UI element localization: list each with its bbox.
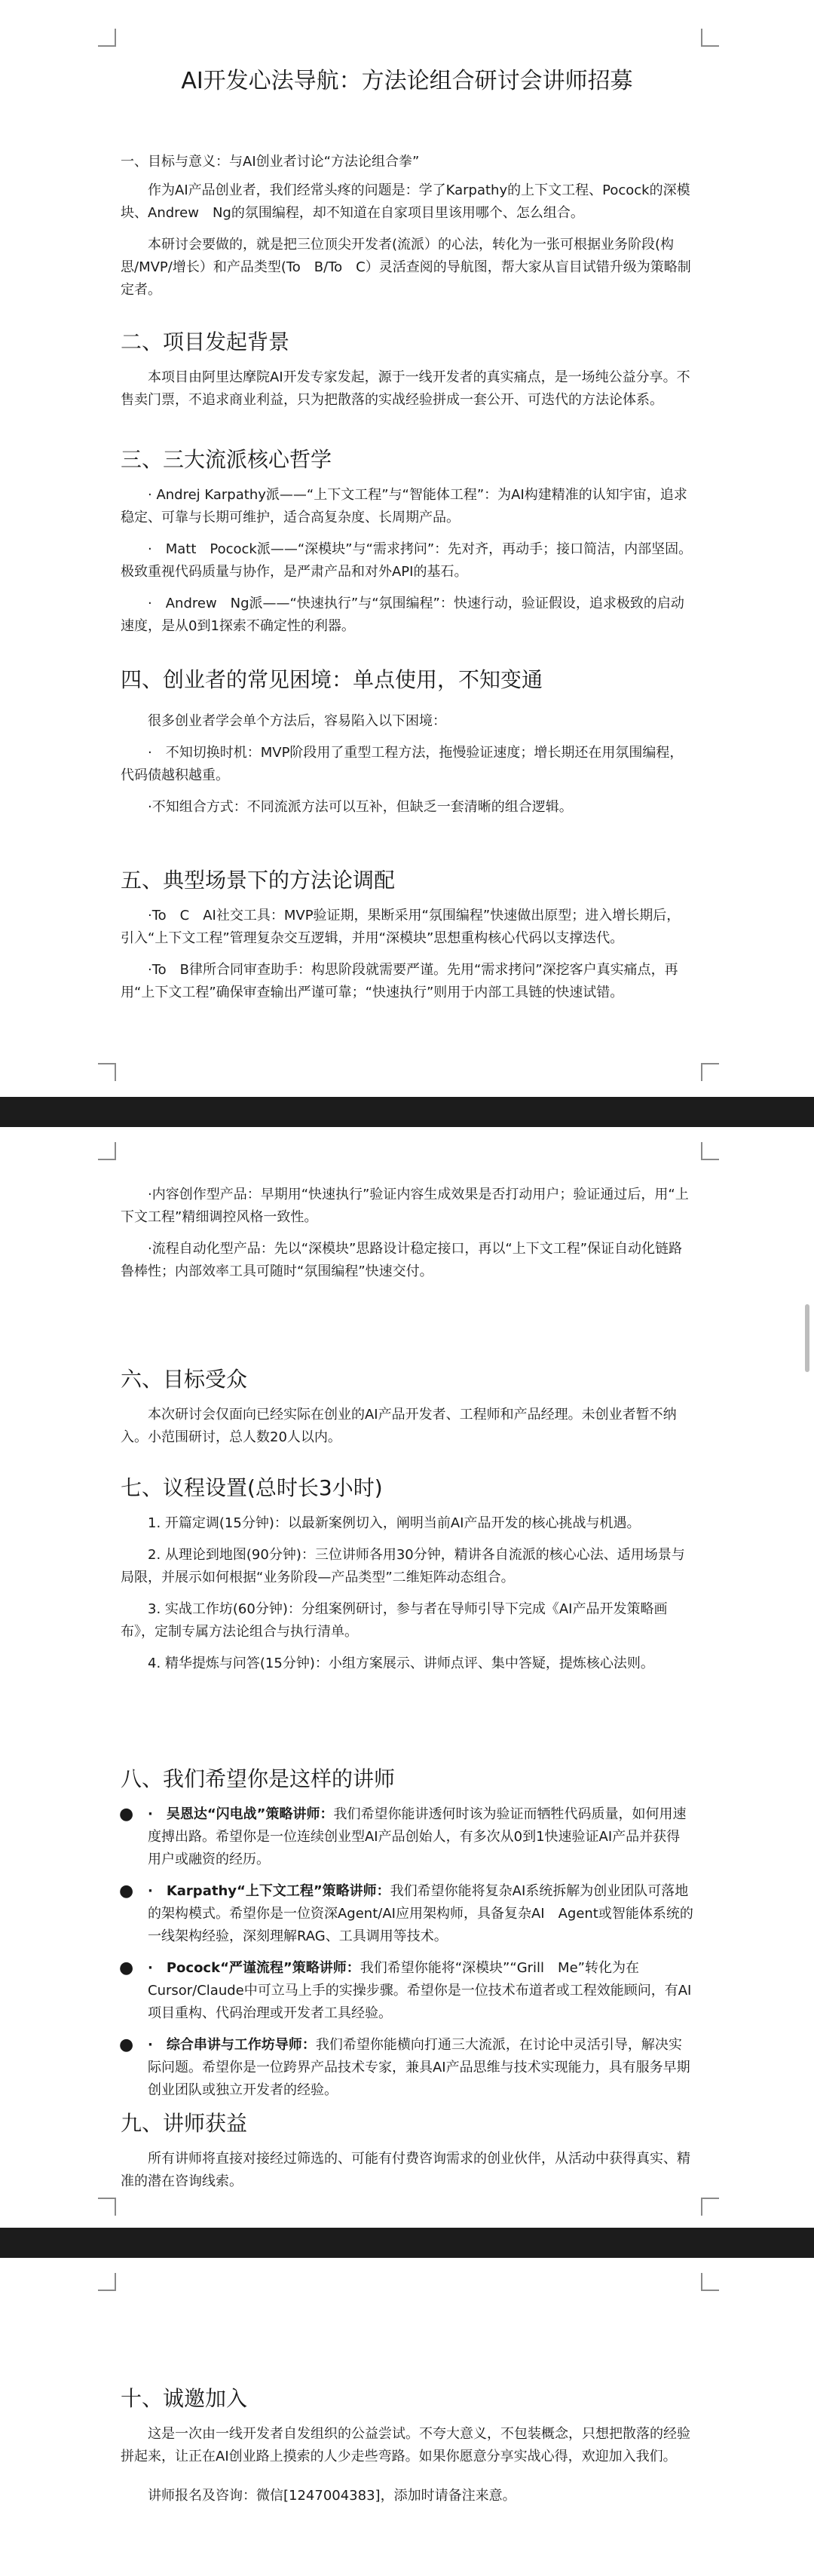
section-heading: 九、讲师获益	[121, 2111, 248, 2136]
section-heading: 七、议程设置(总时长3小时)	[121, 1475, 383, 1500]
section-heading: 六、目标受众	[121, 1367, 248, 1392]
page-corner-mark	[98, 29, 116, 47]
section-heading: 四、创业者的常见困境：单点使用，不知变通	[121, 667, 543, 692]
bullet-icon: ●	[119, 1805, 134, 1824]
section-heading: 八、我们希望你是这样的讲师	[121, 1766, 396, 1791]
list-item: ·To B律所合同审查助手：构思阶段就需要严谨。先用“需求拷问”深挖客户真实痛点，再用“上下文工程”确保审查输出严谨可靠；“快速执行”则用于内部工具链的快速试错。	[121, 962, 678, 1000]
page-separator	[0, 2228, 814, 2258]
contact-info: 讲师报名及咨询：微信[1247004383]，添加时请备注来意。	[148, 2488, 516, 2504]
section-heading: 三、三大流派核心哲学	[121, 447, 332, 472]
document-page-1	[0, 0, 814, 1097]
document-page-3	[0, 2258, 814, 2576]
list-item	[121, 1957, 693, 2025]
paragraph: 本研讨会要做的，就是把三位顶尖开发者(流派）的心法，转化为一张可根据业务阶段(构思/MVP/增长）和产品类型(To B/To C）灵活查阅的导航图，帮大家从盲目试错升级为策略制定者。	[121, 237, 691, 298]
section-heading: 五、典型场景下的方法论调配	[121, 868, 396, 893]
bullet-icon: ●	[119, 2035, 134, 2054]
bullet-icon: ●	[119, 1882, 134, 1901]
item-text: 我们希望你能将“深模块”“Grill Me”转化为在Cursor/Claude中可立马上手的实操步骤。希望你是一位技术布道者或工程效能顾问，有AI项目重构、代码治理或开发者工具经验。	[148, 1960, 692, 2021]
page-corner-mark	[98, 2198, 116, 2216]
item-label: · 吴恩达“闪电战”策略讲师：	[148, 1806, 334, 1822]
section-heading: 二、项目发起背景	[121, 329, 290, 354]
paragraph: 这是一次由一线开发者自发组织的公益尝试。不夸大意义，不包装概念，只想把散落的经验拼起来，让正在AI创业路上摸索的人少走些弯路。如果你愿意分享实战心得，欢迎加入我们。	[121, 2426, 690, 2464]
page-corner-mark	[98, 1142, 116, 1160]
agenda-item: 3. 实战工作坊(60分钟)：分组案例研讨，参与者在导师引导下完成《AI产品开发策略画布》，定制专属方法论组合与执行清单。	[121, 1601, 668, 1640]
list-item: ·To C AI社交工具：MVP验证期，果断采用“氛围编程”快速做出原型；进入增长期后，引入“上下文工程”管理复杂交互逻辑，并用“深模块”思想重构核心代码以支撑迭代。	[121, 908, 681, 946]
agenda-item: 4. 精华提炼与问答(15分钟)：小组方案展示、讲师点评、集中答疑，提炼核心法则。	[148, 1656, 654, 1671]
page-separator	[0, 1097, 814, 1127]
paragraph: 本项目由阿里达摩院AI开发专家发起，源于一线开发者的真实痛点，是一场纯公益分享。不售卖门票，不追求商业利益，只为把散落的实战经验拼成一套公开、可迭代的方法论体系。	[121, 369, 690, 408]
page-corner-mark	[98, 1063, 116, 1081]
paragraph: 所有讲师将直接对接经过筛选的、可能有付费咨询需求的创业伙伴，从活动中获得真实、精准的潜在咨询线索。	[121, 2151, 690, 2189]
list-item: ·流程自动化型产品：先以“深模块”思路设计稳定接口，再以“上下文工程”保证自动化链路鲁棒性；内部效率工具可随时“氛围编程”快速交付。	[121, 1241, 683, 1279]
document-title: AI开发心法导航：方法论组合研讨会讲师招募	[181, 68, 633, 94]
list-item	[121, 1803, 693, 1871]
scrollbar-thumb[interactable]	[805, 1304, 809, 1372]
list-item: ·不知组合方式：不同流派方法可以互补，但缺乏一套清晰的组合逻辑。	[148, 799, 573, 815]
item-text: 我们希望你能将复杂AI系统拆解为创业团队可落地的架构模式。希望你是一位资深Agent/AI应用架构师，具备复杂AI Agent或智能体系统的一线架构经验，深刻理解RAG、工具调用等技术。	[148, 1883, 693, 1944]
item-text: 我们希望你能横向打通三大流派，在讨论中灵活引导，解决实际问题。希望你是一位跨界产品技术专家，兼具AI产品思维与技术实现能力，具有服务早期创业团队或独立开发者的经验。	[148, 2037, 690, 2098]
section-heading: 一、目标与意义：与AI创业者讨论“方法论组合拳”	[121, 154, 420, 170]
page-corner-mark	[701, 2198, 719, 2216]
list-item: · 不知切换时机：MVP阶段用了重型工程方法，拖慢验证速度；增长期还在用氛围编程，代码债越积越重。	[121, 745, 684, 783]
agenda-item: 2. 从理论到地图(90分钟)：三位讲师各用30分钟，精讲各自流派的核心心法、适用场景与局限，并展示如何根据“业务阶段—产品类型”二维矩阵动态组合。	[121, 1547, 685, 1585]
page-corner-mark	[701, 1142, 719, 1160]
list-item	[121, 2034, 693, 2102]
item-label: · Pocock“严谨流程”策略讲师：	[148, 1960, 360, 1976]
list-item: · Matt Pocock派——“深模块”与“需求拷问”：先对齐，再动手；接口简洁，内部坚固。极致重视代码质量与协作，是严肃产品和对外API的基石。	[121, 541, 693, 580]
page-corner-mark	[701, 1063, 719, 1081]
page-corner-mark	[701, 29, 719, 47]
page-corner-mark	[701, 2273, 719, 2291]
list-item	[121, 1880, 693, 1948]
item-label: · Karpathy“上下文工程”策略讲师：	[148, 1883, 390, 1899]
bullet-icon: ●	[119, 1959, 134, 1977]
item-text: 我们希望你能讲透何时该为验证而牺牲代码质量，如何用速度搏出路。希望你是一位连续创业型AI产品创始人，有多次从0到1快速验证AI产品并获得用户或融资的经历。	[148, 1806, 687, 1867]
list-item: · Andrej Karpathy派——“上下文工程”与“智能体工程”：为AI构建精准的认知宇宙，追求稳定、可靠与长期可维护，适合高复杂度、长周期产品。	[121, 487, 687, 525]
agenda-item: 1. 开篇定调(15分钟)：以最新案例切入，阐明当前AI产品开发的核心挑战与机遇。	[148, 1515, 641, 1531]
paragraph: 很多创业者学会单个方法后，容易陷入以下困境：	[148, 713, 446, 729]
page-corner-mark	[98, 2273, 116, 2291]
paragraph: 本次研讨会仅面向已经实际在创业的AI产品开发者、工程师和产品经理。未创业者暂不纳入。小范围研讨，总人数20人以内。	[121, 1407, 677, 1445]
section-heading: 十、诚邀加入	[121, 2386, 248, 2411]
list-item: ·内容创作型产品：早期用“快速执行”验证内容生成效果是否打动用户；验证通过后，用“上下文工程”精细调控风格一致性。	[121, 1187, 689, 1225]
item-label: · 综合串讲与工作坊导师：	[148, 2037, 316, 2053]
list-item: · Andrew Ng派——“快速执行”与“氛围编程”：快速行动，验证假设，追求极致的启动速度，是从0到1探索不确定性的利器。	[121, 596, 684, 634]
paragraph: 作为AI产品创业者，我们经常头疼的问题是：学了Karpathy的上下文工程、Pocock的深模块、Andrew Ng的氛围编程，却不知道在自家项目里该用哪个、怎么组合。	[121, 182, 690, 221]
document-page-2	[0, 1127, 814, 2228]
